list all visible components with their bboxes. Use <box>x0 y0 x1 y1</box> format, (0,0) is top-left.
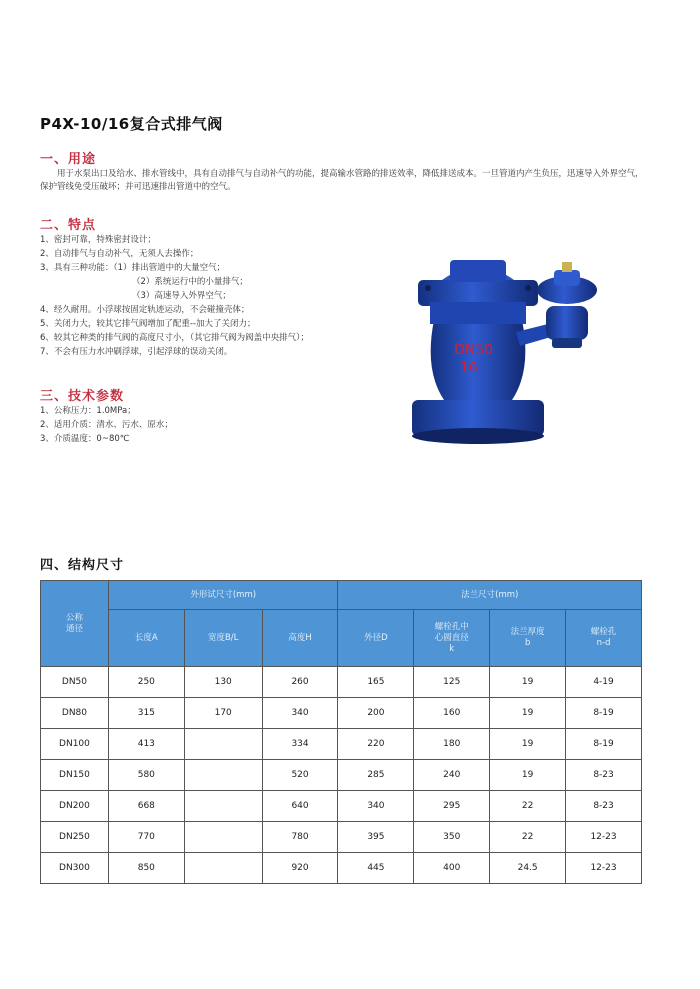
table-cell: 8-23 <box>566 791 642 822</box>
header-flange-thickness: 法兰厚度 b <box>490 610 566 667</box>
table-cell: 12-23 <box>566 822 642 853</box>
table-cell: DN50 <box>41 667 109 698</box>
feature-item: 6、较其它种类的排气阀的高度尺寸小，（其它排气阀为阀盖中央排气）； <box>40 333 309 343</box>
table-cell: 19 <box>490 698 566 729</box>
table-cell: DN250 <box>41 822 109 853</box>
table-cell: 580 <box>108 760 184 791</box>
header-overall-dimensions: 外形试尺寸(mm) <box>108 581 338 610</box>
table-cell: 22 <box>490 822 566 853</box>
table-cell: 250 <box>108 667 184 698</box>
header-length: 长度A <box>108 610 184 667</box>
table-cell: DN100 <box>41 729 109 760</box>
table-cell: 8-23 <box>566 760 642 791</box>
table-cell <box>184 853 262 884</box>
feature-item: 7、不会有压力水冲刷浮球，引起浮球的误动关闭。 <box>40 347 233 357</box>
table-cell: 520 <box>262 760 338 791</box>
valve-pressure-label: 16 <box>460 360 478 376</box>
table-cell: 165 <box>338 667 414 698</box>
table-cell: 395 <box>338 822 414 853</box>
table-cell <box>184 760 262 791</box>
table-cell: 8-19 <box>566 698 642 729</box>
dimensions-table-body <box>41 667 642 884</box>
section-heading-usage: 一、用途 <box>40 152 97 167</box>
table-cell: 19 <box>490 760 566 791</box>
params-list <box>40 404 173 446</box>
table-row <box>41 853 642 884</box>
table-cell: DN80 <box>41 698 109 729</box>
table-cell: 12-23 <box>566 853 642 884</box>
feature-item: 3、具有三种功能：（1）排出管道中的大量空气； <box>40 263 226 273</box>
table-row <box>41 698 642 729</box>
header-width: 宽度B/L <box>184 610 262 667</box>
param-item: 1、公称压力：1.0MPa； <box>40 406 136 416</box>
feature-item: 5、关闭力大，较其它排气阀增加了配重--加大了关闭力； <box>40 319 256 329</box>
table-cell: 19 <box>490 729 566 760</box>
feature-item: 2、自动排气与自动补气，无须人去操作； <box>40 249 199 259</box>
table-cell: 8-19 <box>566 729 642 760</box>
table-cell: 850 <box>108 853 184 884</box>
table-row <box>41 791 642 822</box>
table-cell: 315 <box>108 698 184 729</box>
dimensions-table <box>40 580 642 884</box>
table-cell: 400 <box>414 853 490 884</box>
table-cell: 24.5 <box>490 853 566 884</box>
table-cell: 334 <box>262 729 338 760</box>
table-cell <box>184 822 262 853</box>
table-cell: 240 <box>414 760 490 791</box>
header-outer-diameter: 外径D <box>338 610 414 667</box>
usage-text: 用于水泵出口及给水、排水管线中，具有自动排气与自动补气的功能，提高输水管路的排送效率，降低排送成本。一旦管道内产生负压，迅速导入外界空气，保护管线免受压破坏；并可迅速排出管道中的空气。 <box>40 169 644 192</box>
section-heading-features: 二、特点 <box>40 218 97 233</box>
table-cell: 220 <box>338 729 414 760</box>
section-heading-params: 三、技术参数 <box>40 389 125 404</box>
table-cell: 920 <box>262 853 338 884</box>
table-cell: 640 <box>262 791 338 822</box>
table-cell: 160 <box>414 698 490 729</box>
table-cell: 260 <box>262 667 338 698</box>
page-title: P4X-10/16复合式排气阀 <box>40 115 223 133</box>
table-row <box>41 760 642 791</box>
feature-item: （2）系统运行中的小量排气； <box>132 277 248 287</box>
table-cell: 19 <box>490 667 566 698</box>
feature-item: （3）高速导入外界空气； <box>132 291 231 301</box>
table-row <box>41 729 642 760</box>
table-cell: 340 <box>338 791 414 822</box>
header-nominal-diameter: 公称 通径 <box>41 581 109 667</box>
header-flange-dimensions: 法兰尺寸(mm) <box>338 581 642 610</box>
table-cell: 170 <box>184 698 262 729</box>
table-cell: 445 <box>338 853 414 884</box>
air-valve-photo <box>404 250 626 446</box>
table-cell: 130 <box>184 667 262 698</box>
valve-size-label: DN50 <box>454 342 494 358</box>
feature-item: 1、密封可靠，特殊密封设计； <box>40 235 156 245</box>
table-cell: 4-19 <box>566 667 642 698</box>
header-bolt-holes: 螺栓孔 n-d <box>566 610 642 667</box>
features-list <box>40 233 309 359</box>
header-height: 高度H <box>262 610 338 667</box>
table-cell <box>184 729 262 760</box>
table-cell: DN200 <box>41 791 109 822</box>
table-cell: 200 <box>338 698 414 729</box>
table-cell: DN300 <box>41 853 109 884</box>
table-cell: 668 <box>108 791 184 822</box>
table-cell: 285 <box>338 760 414 791</box>
param-item: 3、介质温度：0~80℃ <box>40 434 130 444</box>
table-cell: 22 <box>490 791 566 822</box>
table-cell: 340 <box>262 698 338 729</box>
table-cell: 350 <box>414 822 490 853</box>
table-cell: 125 <box>414 667 490 698</box>
header-bolt-circle: 螺栓孔中 心圆直径 k <box>414 610 490 667</box>
table-cell: 295 <box>414 791 490 822</box>
table-cell: 180 <box>414 729 490 760</box>
usage-paragraph <box>40 168 650 194</box>
table-cell: 770 <box>108 822 184 853</box>
table-row <box>41 667 642 698</box>
table-cell: 413 <box>108 729 184 760</box>
table-row <box>41 822 642 853</box>
param-item: 2、适用介质：清水、污水、原水； <box>40 420 173 430</box>
table-cell <box>184 791 262 822</box>
table-cell: DN150 <box>41 760 109 791</box>
feature-item: 4、经久耐用。小浮球按固定轨迹运动，不会碰撞壳体； <box>40 305 250 315</box>
section-heading-dimensions: 四、结构尺寸 <box>40 558 125 573</box>
table-cell: 780 <box>262 822 338 853</box>
